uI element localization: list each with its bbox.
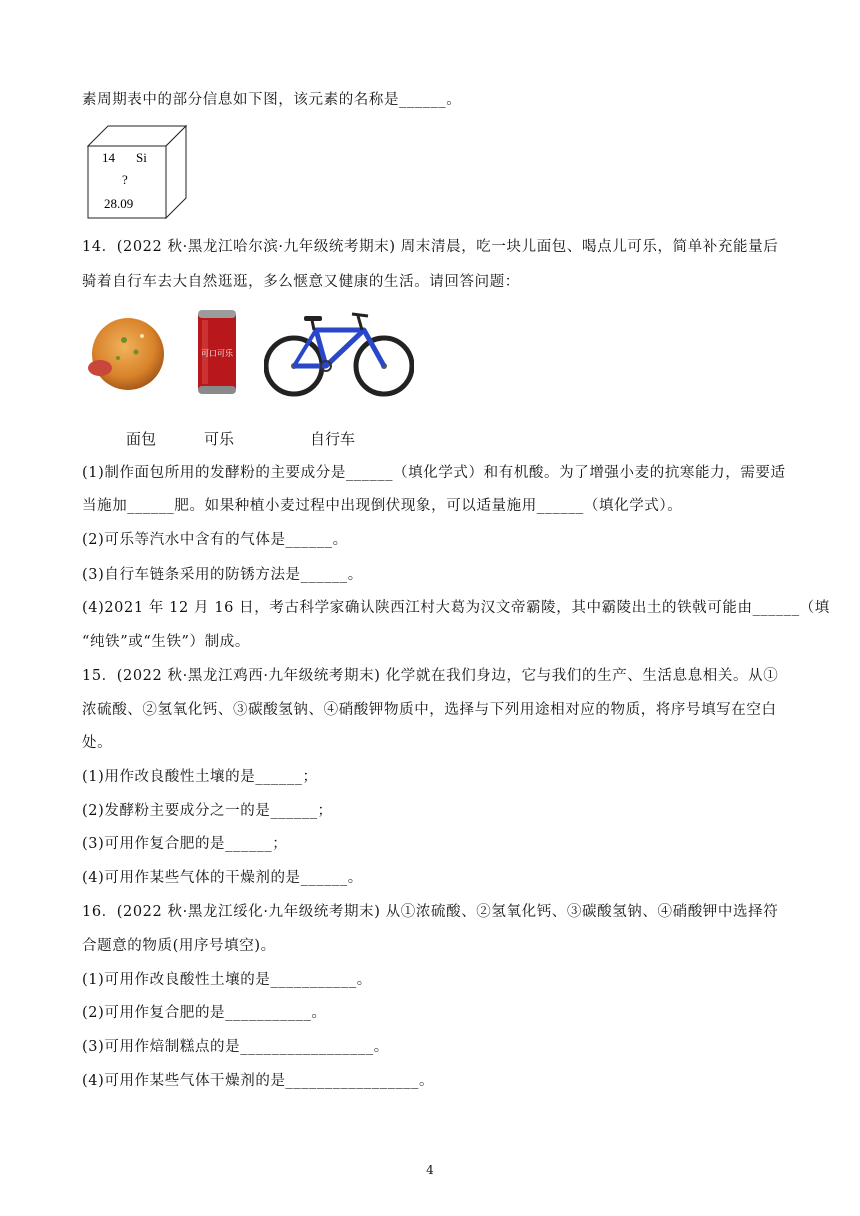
bicycle-image — [264, 304, 414, 398]
page-number: 4 — [426, 1163, 434, 1177]
q14-line1: 14．(2022 秋·黑龙江哈尔滨·九年级统考期末) 周末清晨，吃一块儿面包、喝点儿可乐，简单补充能量后 — [82, 239, 779, 255]
q14-p2: (2)可乐等汽水中含有的气体是______。 — [82, 532, 348, 548]
cola-can-image — [194, 306, 240, 398]
q14-p3: (3)自行车链条采用的防锈方法是______。 — [82, 567, 363, 583]
element-number: 14 — [102, 150, 115, 165]
q14-line2: 骑着自行车去大自然逛逛，多么惬意又健康的生活。请回答问题： — [82, 274, 520, 290]
q14-p4a: (4)2021 年 12 月 16 日，考古科学家确认陕西江村大葛为汉文帝霸陵，其中霸陵出土的铁戟可能由______（填 — [82, 600, 830, 616]
cola-can-label: 可口可乐 — [201, 349, 233, 358]
q15-p3: (3)可用作复合肥的是______； — [82, 836, 288, 852]
q14-p1b: 当施加______肥。如果种植小麦过程中出现倒伏现象，可以适量施用______（填化学式）。 — [82, 498, 683, 514]
element-mass: 28.09 — [104, 196, 134, 211]
q15-line3: 处。 — [82, 735, 113, 751]
element-symbol: Si — [136, 150, 147, 165]
q16-p3: (3)可用作焙制糕点的是_________________。 — [82, 1039, 389, 1055]
caption-bike: 自行车 — [310, 430, 356, 448]
q16-p2: (2)可用作复合肥的是___________。 — [82, 1005, 327, 1021]
q16-line1: 16．(2022 秋·黑龙江绥化·九年级统考期末) 从①浓硫酸、②氢氧化钙、③碳酸氢钠、④硝酸钾中选择符 — [82, 904, 779, 920]
q15-p2: (2)发酵粉主要成分之一的是______； — [82, 803, 333, 819]
q15-p4: (4)可用作某些气体的干燥剂的是______。 — [82, 870, 363, 886]
q15-line1: 15．(2022 秋·黑龙江鸡西·九年级统考期末) 化学就在我们身边，它与我们的生产、生活息息相关。从① — [82, 668, 779, 684]
q14-p1a: (1)制作面包所用的发酵粉的主要成分是______（填化学式）和有机酸。为了增强小麦的抗寒能力，需要适 — [82, 465, 786, 481]
caption-bread: 面包 — [126, 430, 157, 448]
element-name: ? — [122, 172, 128, 187]
intro-line: 素周期表中的部分信息如下图，该元素的名称是______。 — [82, 92, 462, 108]
q14-p4b: “纯铁”或“生铁”）制成。 — [82, 634, 250, 650]
bread-image — [84, 306, 166, 394]
q15-p1: (1)用作改良酸性土壤的是______； — [82, 769, 318, 785]
q16-line2: 合题意的物质(用序号填空)。 — [82, 938, 276, 954]
q16-p1: (1)可用作改良酸性土壤的是___________。 — [82, 972, 372, 988]
q15-line2: 浓硫酸、②氢氧化钙、③碳酸氢钠、④硝酸钾物质中，选择与下列用途相对应的物质，将序号填写在空白 — [82, 702, 777, 718]
element-cube-figure — [86, 124, 188, 220]
caption-cola: 可乐 — [204, 430, 235, 448]
q16-p4: (4)可用作某些气体干燥剂的是_________________。 — [82, 1073, 435, 1089]
